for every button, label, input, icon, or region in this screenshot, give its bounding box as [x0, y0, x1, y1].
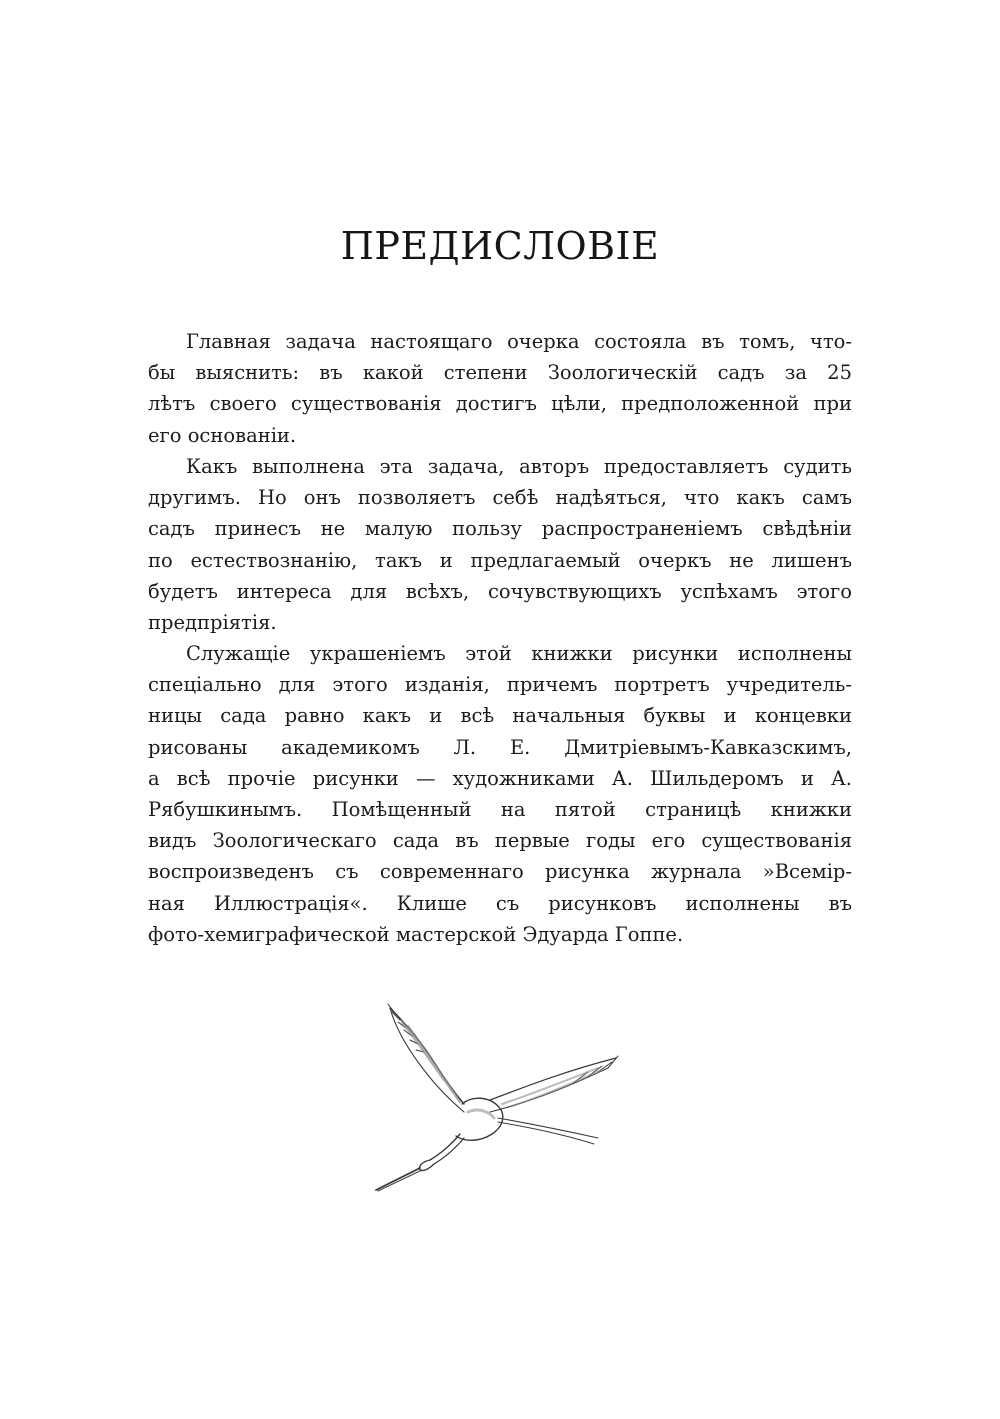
text-line: а всѣ прочіе рисунки — художниками А. Шильдеромъ и А.: [148, 766, 852, 790]
text-line: по естествознанію, такъ и предлагаемый очеркъ не лишенъ: [148, 548, 852, 572]
text-line: фото-хемиграфической мастерской Эдуарда Гоппе.: [148, 922, 684, 946]
page-title: ПРЕДИСЛОВІЕ: [340, 224, 660, 268]
text-line: ницы сада равно какъ и всѣ начальныя буквы и концевки: [148, 704, 852, 728]
paragraph-1: [148, 326, 852, 451]
text-line: Какъ выполнена эта задача, авторъ предоставляетъ судить: [186, 455, 852, 478]
text-line: садъ принесъ не малую пользу распространеніемъ свѣдѣніи: [148, 517, 852, 541]
text-line: спеціально для этого изданія, причемъ портретъ учредитель-: [148, 673, 852, 697]
text-line: ная Иллюстрація«. Клише съ рисунковъ исполнены въ: [148, 891, 852, 915]
text-line: бы выяснить: въ какой степени Зоологическій садъ за 25: [148, 361, 852, 385]
text-line: другимъ. Но онъ позволяетъ себѣ надѣяться, что какъ самъ: [148, 486, 852, 510]
text-line: предпріятія.: [148, 610, 277, 634]
paragraph-3: [148, 638, 852, 950]
text-line: лѣтъ своего существованія достигъ цѣли, предположенной при: [148, 392, 852, 416]
stork-icon: [372, 1000, 622, 1195]
text-line: его основаніи.: [148, 423, 297, 447]
text-line: рисованы академикомъ Л. Е. Дмитріевымъ-Кавказскимъ,: [148, 735, 852, 759]
paragraph-2: [148, 451, 852, 638]
text-line: воспроизведенъ съ современнаго рисунка журнала »Всемір-: [148, 860, 852, 884]
text-line: будетъ интереса для всѣхъ, сочувствующихъ успѣхамъ этого: [148, 579, 852, 603]
text-line: видъ Зоологическаго сада въ первые годы его существованія: [148, 829, 852, 853]
text-line: Служащіе украшеніемъ этой книжки рисунки исполнены: [186, 642, 852, 665]
text-line: Главная задача настоящаго очерка состояла въ томъ, что-: [186, 330, 852, 353]
text-line: Рябушкинымъ. Помѣщенный на пятой страницѣ книжки: [148, 797, 852, 821]
